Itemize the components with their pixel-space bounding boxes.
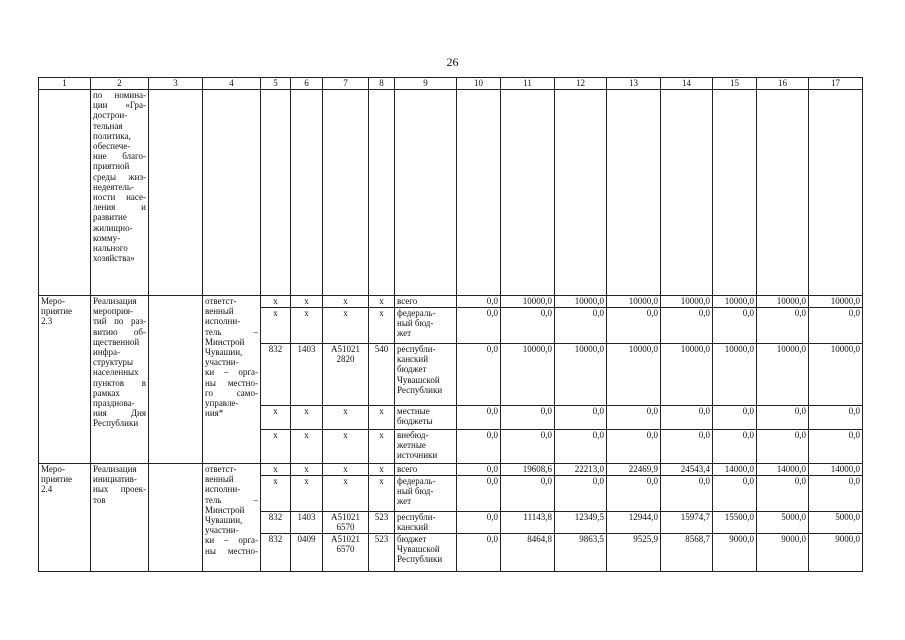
target-article: х (323, 476, 369, 512)
value-cell: 22469,9 (607, 464, 661, 476)
value-cell: 10000,0 (757, 344, 809, 406)
grbs-code: 832 (261, 344, 291, 406)
grbs-code: х (261, 464, 291, 476)
value-cell: 0,0 (555, 308, 607, 344)
funding-source: всего (395, 464, 457, 476)
value-cell: 0,0 (757, 476, 809, 512)
target-article: х (323, 406, 369, 430)
value-cell: 0,0 (457, 534, 501, 572)
value-cell: 0,0 (457, 296, 501, 308)
section-code: х (291, 476, 323, 512)
measure-name: Реализация мероприя- тий по раз- витию об- щественной инфра- структуры населенных пунктов в рамках празднова- ния Дня Республики (91, 296, 149, 464)
expense-type: х (369, 406, 395, 430)
funding-source: республи- канский бюджет Чувашской Республики (395, 344, 457, 406)
col-header: 2 (91, 78, 149, 90)
section-code: х (291, 430, 323, 464)
value-cell: 10000,0 (501, 344, 555, 406)
value-cell: 0,0 (661, 430, 713, 464)
funding-source: федераль- ный бюд- жет (395, 308, 457, 344)
funding-source: бюджет Чувашской Республики (395, 534, 457, 572)
funding-source: всего (395, 296, 457, 308)
value-cell: 11143,8 (501, 512, 555, 534)
expense-type: х (369, 296, 395, 308)
value-cell: 19608,6 (501, 464, 555, 476)
col-header: 12 (555, 78, 607, 90)
col-header: 10 (457, 78, 501, 90)
empty-cell (149, 296, 203, 464)
col-header: 6 (291, 78, 323, 90)
value-cell: 0,0 (607, 406, 661, 430)
value-cell: 10000,0 (757, 296, 809, 308)
value-cell: 15500,0 (713, 512, 757, 534)
value-cell: 0,0 (457, 464, 501, 476)
col-header: 9 (395, 78, 457, 90)
value-cell: 5000,0 (757, 512, 809, 534)
value-cell: 10000,0 (661, 344, 713, 406)
value-cell: 0,0 (457, 476, 501, 512)
value-cell: 0,0 (661, 476, 713, 512)
target-article: А51021 6570 (323, 512, 369, 534)
value-cell: 8568,7 (661, 534, 713, 572)
grbs-code: 832 (261, 512, 291, 534)
value-cell: 0,0 (457, 344, 501, 406)
grbs-code: х (261, 296, 291, 308)
table-row (39, 296, 863, 308)
value-cell: 15974,7 (661, 512, 713, 534)
value-cell: 10000,0 (809, 344, 863, 406)
empty-cell (149, 464, 203, 572)
value-cell: 9000,0 (809, 534, 863, 572)
value-cell: 14000,0 (809, 464, 863, 476)
section-code: 1403 (291, 512, 323, 534)
value-cell: 12944,0 (607, 512, 661, 534)
value-cell: 0,0 (501, 476, 555, 512)
value-cell: 10000,0 (661, 296, 713, 308)
grbs-code: х (261, 430, 291, 464)
value-cell: 9863,5 (555, 534, 607, 572)
measure-code: Меро- приятие 2.4 (39, 464, 91, 572)
col-header: 3 (149, 78, 203, 90)
expense-type: х (369, 464, 395, 476)
value-cell: 0,0 (809, 308, 863, 344)
measure-2-3 (39, 296, 863, 464)
value-cell: 0,0 (713, 430, 757, 464)
expense-type: 523 (369, 512, 395, 534)
section-code: х (291, 406, 323, 430)
value-cell: 9000,0 (713, 534, 757, 572)
value-cell: 10000,0 (713, 344, 757, 406)
section-code: х (291, 464, 323, 476)
target-article: х (323, 296, 369, 308)
funding-source: местные бюджеты (395, 406, 457, 430)
col-header: 16 (757, 78, 809, 90)
section-code: х (291, 308, 323, 344)
section-code: 1403 (291, 344, 323, 406)
expense-type: 523 (369, 534, 395, 572)
col-header: 14 (661, 78, 713, 90)
col-header: 11 (501, 78, 555, 90)
target-article: А51021 2820 (323, 344, 369, 406)
value-cell: 0,0 (555, 406, 607, 430)
value-cell: 0,0 (555, 476, 607, 512)
value-cell: 0,0 (501, 406, 555, 430)
value-cell: 0,0 (809, 406, 863, 430)
value-cell: 12349,5 (555, 512, 607, 534)
col-header: 4 (203, 78, 261, 90)
value-cell: 0,0 (607, 430, 661, 464)
value-cell: 0,0 (757, 308, 809, 344)
value-cell: 0,0 (457, 430, 501, 464)
col-header: 7 (323, 78, 369, 90)
table-row (39, 464, 863, 476)
value-cell: 0,0 (555, 430, 607, 464)
page-number: 26 (446, 55, 459, 69)
target-article: х (323, 308, 369, 344)
value-cell: 10000,0 (555, 296, 607, 308)
continuation-row (39, 90, 863, 296)
expense-type: х (369, 476, 395, 512)
value-cell: 0,0 (809, 430, 863, 464)
value-cell: 0,0 (713, 406, 757, 430)
expense-type: х (369, 430, 395, 464)
expense-type: х (369, 308, 395, 344)
measure-responsible: ответст- венный исполни- тель – Минстрой Чувашии, участни- ки – орга- ны местно- го само- управле- ния* (203, 296, 261, 464)
section-code: х (291, 296, 323, 308)
value-cell: 10000,0 (607, 296, 661, 308)
grbs-code: х (261, 406, 291, 430)
value-cell: 5000,0 (809, 512, 863, 534)
value-cell: 0,0 (661, 406, 713, 430)
value-cell: 0,0 (457, 512, 501, 534)
value-cell: 10000,0 (607, 344, 661, 406)
value-cell: 0,0 (501, 430, 555, 464)
value-cell: 0,0 (457, 308, 501, 344)
grbs-code: х (261, 308, 291, 344)
col-header: 15 (713, 78, 757, 90)
value-cell: 14000,0 (713, 464, 757, 476)
funding-source: республи- канский (395, 512, 457, 534)
value-cell: 0,0 (607, 308, 661, 344)
value-cell: 8464,8 (501, 534, 555, 572)
value-cell: 0,0 (501, 308, 555, 344)
measure-2-4 (39, 464, 863, 572)
col-header: 5 (261, 78, 291, 90)
col-header: 13 (607, 78, 661, 90)
value-cell: 9000,0 (757, 534, 809, 572)
continuation-name: по номина- ции «Гра- дострои- тельная политика, обеспече- ние благо- приятной среды жиз- недеятель- ности насе- ления и развитие жилищно- комму- нального хозяйства» (91, 90, 149, 296)
section-code: 0409 (291, 534, 323, 572)
value-cell: 0,0 (713, 308, 757, 344)
grbs-code: х (261, 476, 291, 512)
target-article: х (323, 464, 369, 476)
measure-code: Меро- приятие 2.3 (39, 296, 91, 464)
value-cell: 0,0 (809, 476, 863, 512)
grbs-code: 832 (261, 534, 291, 572)
value-cell: 22213,0 (555, 464, 607, 476)
value-cell: 10000,0 (809, 296, 863, 308)
value-cell: 0,0 (457, 406, 501, 430)
value-cell: 10000,0 (713, 296, 757, 308)
program-table (38, 77, 863, 572)
measure-name: Реализация инициатив- ных проек- тов (91, 464, 149, 572)
col-header: 1 (39, 78, 91, 90)
value-cell: 0,0 (661, 308, 713, 344)
funding-source: внебюд- жетные источники (395, 430, 457, 464)
value-cell: 0,0 (607, 476, 661, 512)
col-header: 17 (809, 78, 863, 90)
col-header: 8 (369, 78, 395, 90)
value-cell: 10000,0 (555, 344, 607, 406)
value-cell: 0,0 (713, 476, 757, 512)
funding-source: федераль- ный бюд- жет (395, 476, 457, 512)
target-article: А51021 6570 (323, 534, 369, 572)
expense-type: 540 (369, 344, 395, 406)
value-cell: 0,0 (757, 406, 809, 430)
value-cell: 24543,4 (661, 464, 713, 476)
value-cell: 14000,0 (757, 464, 809, 476)
value-cell: 10000,0 (501, 296, 555, 308)
value-cell: 0,0 (757, 430, 809, 464)
header-row (39, 78, 863, 90)
value-cell: 9525,9 (607, 534, 661, 572)
target-article: х (323, 430, 369, 464)
measure-responsible: ответст- венный исполни- тель – Минстрой Чувашии, участни- ки – орга- ны местно- (203, 464, 261, 572)
